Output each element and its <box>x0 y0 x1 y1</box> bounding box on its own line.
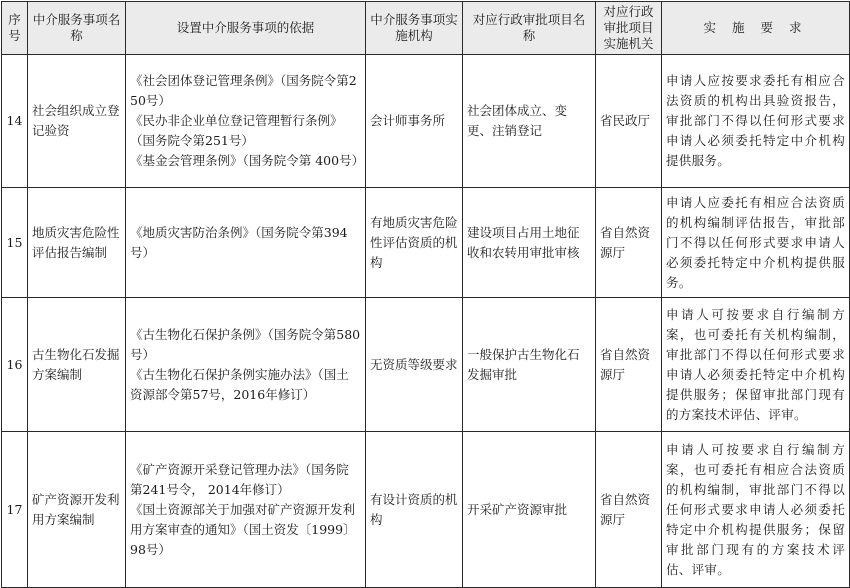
requirement-text: 申请人可按要求自行编制方案，也可委托有相应合法资质的机构编制，审批部门不得以任何形式要求申请人必须委托特定中介机构提供服务；保留审批部门现有的方案技术评估、评审。 <box>662 432 850 588</box>
approval-authority: 省民政厅 <box>596 55 662 188</box>
basis-cell <box>126 432 366 588</box>
basis-item: 《社会团体登记管理条例》（国务院令第250号） <box>130 73 357 108</box>
table-header-row <box>2 2 850 55</box>
header-no: 序号 <box>2 2 28 55</box>
requirement-text: 申请人可按要求自行编制方案，也可委托有关机构编制，审批部门不得以任何形式要求申请人必须委托特定中介机构提供服务；保留审批部门现有的方案技术评估、评审。 <box>662 298 850 432</box>
basis-item: 《国土资源部关于加强对矿产资源开发利用方案审查的通知》（国土资发〔1999〕98号） <box>130 501 356 557</box>
basis-cell <box>126 298 366 432</box>
header-agency: 中介服务事项实施机构 <box>366 2 463 55</box>
service-name: 地质灾害危险性评估报告编制 <box>28 188 126 298</box>
basis-item: 《地质灾害防治条例》（国务院令第394号） <box>130 224 348 260</box>
approval-authority: 省自然资源厅 <box>596 298 662 432</box>
row-number: 16 <box>2 298 28 432</box>
table-row <box>2 55 850 188</box>
requirement-text: 申请人应按要求委托有相应合法资质的机构出具验资报告，审批部门不得以任何形式要求申请人必须委托特定中介机构提供服务。 <box>662 55 850 188</box>
basis-item: 《基金会管理条例》（国务院令第 400号） <box>130 153 365 168</box>
basis-item: 《矿产资源开采登记管理办法》（国务院第241号令， 2014年修订） <box>130 461 349 497</box>
table-row <box>2 432 850 588</box>
row-number: 14 <box>2 55 28 188</box>
implementing-agency: 会计师事务所 <box>366 55 463 188</box>
table-row <box>2 188 850 298</box>
basis-cell <box>126 188 366 298</box>
approval-item-name: 开采矿产资源审批 <box>463 432 596 588</box>
service-name: 社会组织成立登记验资 <box>28 55 126 188</box>
header-requirement: 实 施 要 求 <box>662 2 850 55</box>
approval-items-table <box>1 1 850 588</box>
approval-item-name: 建设项目占用土地征收和农转用审批审核 <box>463 188 596 298</box>
requirement-text: 申请人应委托有相应合法资质的机构编制评估报告，审批部门不得以任何形式要求申请人必须委托特定中介机构提供服务。 <box>662 188 850 298</box>
basis-cell <box>126 55 366 188</box>
header-approval-authority: 对应行政审批项目实施机关 <box>596 2 662 55</box>
basis-item: 《古生物化石保护条例实施办法》（国土资源部令第57号，2016年修订） <box>130 366 349 402</box>
header-approval-item: 对应行政审批项目名称 <box>463 2 596 55</box>
service-name: 矿产资源开发利用方案编制 <box>28 432 126 588</box>
service-name: 古生物化石发掘方案编制 <box>28 298 126 432</box>
approval-item-name: 一般保护古生物化石发掘审批 <box>463 298 596 432</box>
implementing-agency: 无资质等级要求 <box>366 298 463 432</box>
header-service-name: 中介服务事项名称 <box>28 2 126 55</box>
approval-item-name: 社会团体成立、变更、注销登记 <box>463 55 596 188</box>
approval-authority: 省自然资源厅 <box>596 432 662 588</box>
table-row <box>2 298 850 432</box>
implementing-agency: 有设计资质的机构 <box>366 432 463 588</box>
row-number: 17 <box>2 432 28 588</box>
header-basis: 设置中介服务事项的依据 <box>126 2 366 55</box>
basis-item: 《民办非企业单位登记管理暂行条例》（国务院令第251号） <box>130 113 343 148</box>
row-number: 15 <box>2 188 28 298</box>
basis-item: 《古生物化石保护条例》（国务院令第580号） <box>130 326 361 362</box>
approval-authority: 省自然资源厅 <box>596 188 662 298</box>
implementing-agency: 有地质灾害危险性评估资质的机构 <box>366 188 463 298</box>
